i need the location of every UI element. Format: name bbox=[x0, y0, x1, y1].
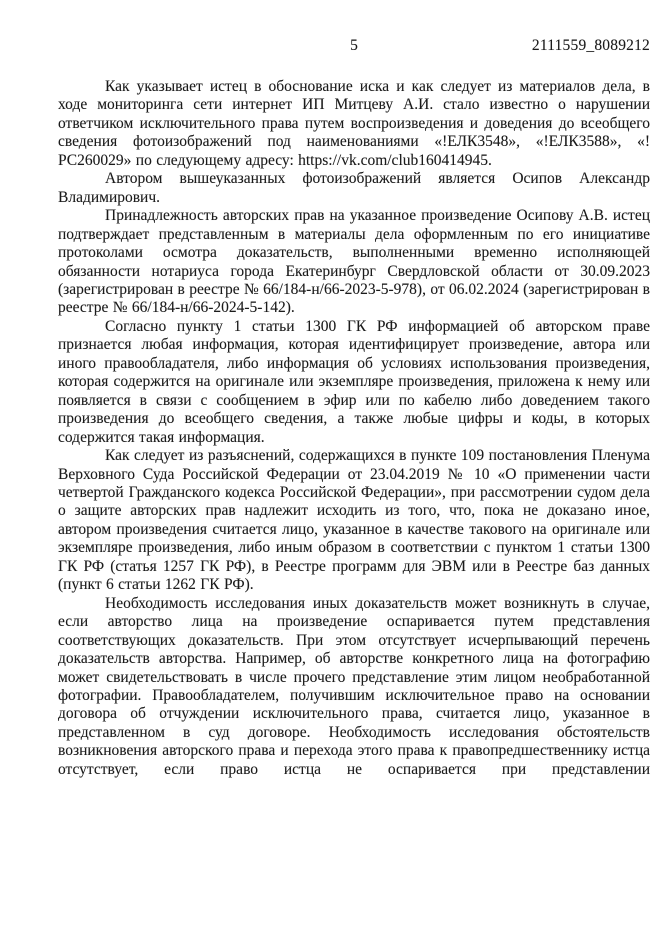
body-paragraph: Необходимость исследования иных доказательств может возникнуть в случае, если авторство лица на произведение оспаривается путем представления соответствующих доказательств. При этом отсутствует исчерпывающий перечень доказательств авторства. Например, об авторстве конкретного лица на фотографию может свидетельствовать в числе прочего представление этим лицом необработанной фотографии. Правообладателем, получившим исключительное право на основании договора об отчуждении исключительного права, считается лицо, указанное в представленном в суд договоре. Необходимость исследования обстоятельств возникновения авторского права и перехода этого права к правопредшественнику истца отсутствует, если право истца не оспаривается при представлении bbox=[58, 594, 650, 778]
document-id: 2111559_8089212 bbox=[531, 37, 650, 54]
body-paragraph: Автором вышеуказанных фотоизображений является Осипов Александр Владимирович. bbox=[58, 170, 650, 206]
page-header bbox=[58, 37, 650, 55]
page-number: 5 bbox=[350, 37, 358, 54]
body-paragraph: Согласно пункту 1 статьи 1300 ГК РФ информацией об авторском праве признается любая информация, которая идентифицирует произведение, автора или иного правообладателя, либо информация об условиях использования произведения, которая содержится на оригинале или экземпляре произведения, приложена к нему или появляется в связи с сообщением в эфир или по кабелю либо доведением такого произведения до всеобщего сведения, а также любые цифры и коды, в которых содержится такая информация. bbox=[58, 317, 650, 446]
body-paragraph: Принадлежность авторских прав на указанное произведение Осипову А.В. истец подтверждает представленным в материалы дела оформленным по его инициативе протоколами осмотра доказательств, выполненными временно исполняющей обязанности нотариуса города Екатеринбург Свердловской области от 30.09.2023 (зарегистрирован в реестре № 66/184-н/66-2023-5-978), от 06.02.2024 (зарегистрирован в реестре № 66/184-н/66-2024-5-142). bbox=[58, 207, 650, 317]
body-paragraph: Как указывает истец в обоснование иска и как следует из материалов дела, в ходе мониторинга сети интернет ИП Митцеву А.И. стало известно о нарушении ответчиком исключительного права путем воспроизведения и доведения до всеобщего сведения фотоизображений под наименованиями «!ЕЛК3548», «!ЕЛК3588», «!РС260029» по следующему адресу: https://vk.com/club160414945. bbox=[58, 78, 650, 169]
body-paragraph: Как следует из разъяснений, содержащихся в пункте 109 постановления Пленума Верховного Суда Российской Федерации от 23.04.2019 № 10 «О применении части четвертой Гражданского кодекса Российской Федерации», при рассмотрении судом дела о защите авторских прав надлежит исходить из того, что, пока не доказано иное, автором произведения считается лицо, указанное в качестве такового на оригинале или экземпляре произведения, либо иным образом в соответствии с пунктом 1 статьи 1300 ГК РФ (статья 1257 ГК РФ), в Реестре программ для ЭВМ или в Реестре баз данных (пункт 6 статьи 1262 ГК РФ). bbox=[58, 447, 650, 594]
document-body bbox=[58, 78, 650, 779]
